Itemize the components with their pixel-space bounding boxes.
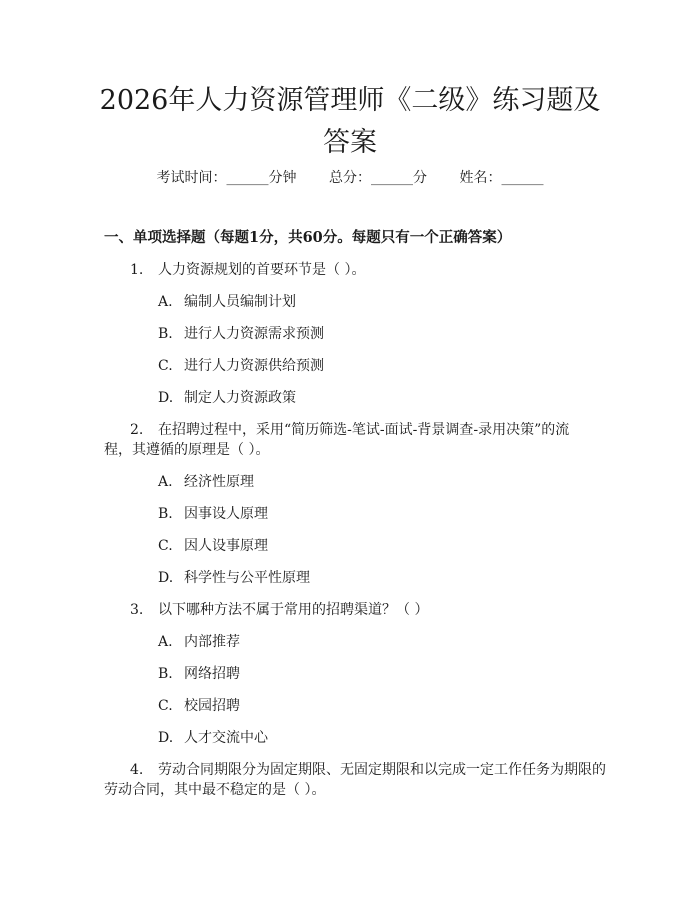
question-2-option-a [158, 472, 254, 492]
option-text: 进行人力资源供给预测 [184, 358, 324, 374]
question-number: 2. [130, 422, 144, 438]
question-text-line-1: 在招聘过程中，采用“简历筛选-笔试-面试-背景调查-录用决策”的流 [158, 422, 570, 438]
question-2-option-b [158, 504, 268, 524]
question-1-option-d [158, 388, 296, 408]
option-text: 人才交流中心 [184, 730, 268, 746]
option-letter: C. [158, 358, 173, 374]
question-2 [130, 420, 569, 440]
option-letter: D. [158, 570, 174, 586]
option-text: 编制人员编制计划 [184, 294, 296, 310]
question-2-continuation [104, 440, 269, 460]
exam-time-label: 考试时间：______分钟 [156, 170, 297, 186]
option-letter: B. [158, 506, 173, 522]
question-4 [130, 760, 606, 780]
option-letter: B. [158, 326, 173, 342]
question-3 [130, 600, 428, 620]
question-number: 1. [130, 262, 144, 278]
option-text: 内部推荐 [184, 634, 240, 650]
exam-info [0, 168, 700, 188]
option-letter: B. [158, 666, 173, 682]
option-text: 进行人力资源需求预测 [184, 326, 324, 342]
option-text: 因事设人原理 [184, 506, 268, 522]
question-text-line-1: 劳动合同期限分为固定期限、无固定期限和以完成一定工作任务为期限的 [158, 762, 606, 778]
question-1-option-c [158, 356, 324, 376]
question-2-option-c [158, 536, 268, 556]
name-label: 姓名：______ [459, 170, 544, 186]
option-letter: D. [158, 730, 174, 746]
option-text: 因人设事原理 [184, 538, 268, 554]
option-text: 网络招聘 [184, 666, 240, 682]
option-letter: C. [158, 698, 173, 714]
question-4-continuation [104, 780, 325, 800]
option-letter: A. [158, 474, 173, 490]
question-number: 4. [130, 762, 144, 778]
question-3-option-d [158, 728, 268, 748]
page-title: 2026年人力资源管理师《二级》练习题及答案 [99, 85, 601, 158]
option-letter: D. [158, 390, 174, 406]
option-text: 科学性与公平性原理 [184, 570, 310, 586]
question-3-option-a [158, 632, 240, 652]
section-heading: 一、单项选择题（每题1分，共60分。每题只有一个正确答案） [104, 229, 512, 246]
question-text-line-2: 劳动合同，其中最不稳定的是（ ）。 [104, 782, 326, 798]
option-letter: A. [158, 294, 173, 310]
option-letter: C. [158, 538, 173, 554]
question-1-option-a [158, 292, 296, 312]
question-2-option-d [158, 568, 310, 588]
question-1 [130, 260, 365, 280]
question-1-option-b [158, 324, 324, 344]
option-text: 校园招聘 [184, 698, 240, 714]
question-3-option-b [158, 664, 240, 684]
total-score-label: 总分：______分 [329, 170, 427, 186]
question-text: 以下哪种方法不属于常用的招聘渠道？（ ） [158, 602, 429, 618]
question-3-option-c [158, 696, 240, 716]
option-text: 制定人力资源政策 [184, 390, 296, 406]
question-text: 人力资源规划的首要环节是（ ）。 [158, 262, 366, 278]
question-text-line-2: 程，其遵循的原理是（ ）。 [104, 442, 270, 458]
option-letter: A. [158, 634, 173, 650]
question-number: 3. [130, 602, 144, 618]
option-text: 经济性原理 [184, 474, 254, 490]
